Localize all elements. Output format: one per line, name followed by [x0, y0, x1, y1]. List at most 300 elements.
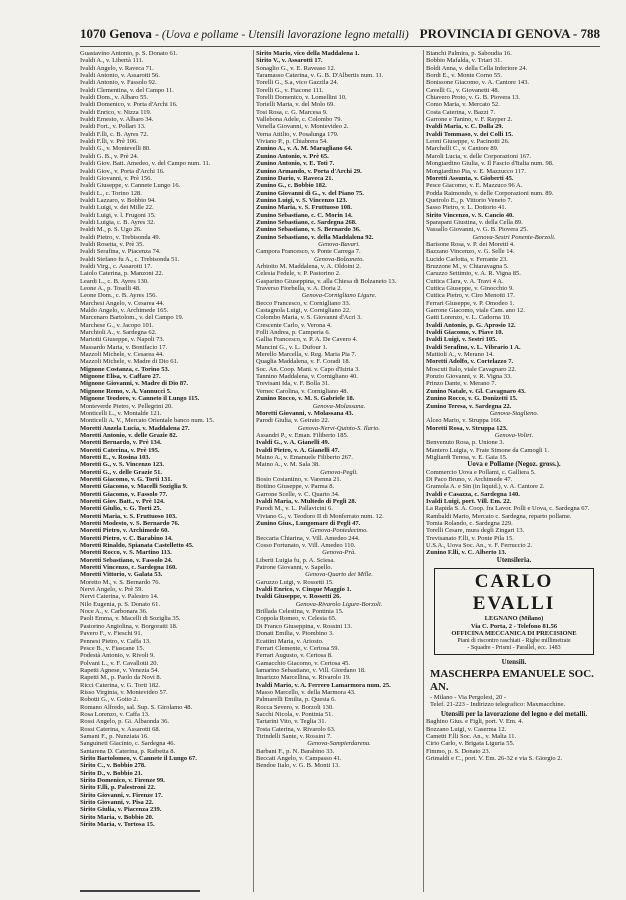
listing-entry: Arbioito M. Maddalena, v. A. Oldoini 2. — [256, 262, 361, 270]
listing-group — [256, 263, 422, 292]
listing-entry: Ivaldi Luigi, v. l. Frugoni 15. — [80, 211, 156, 219]
listing-entry: Ivaldi G., v. Montevelli 80. — [80, 145, 151, 153]
listing-entry: Massardo Maria, v. Bonifacio 17. — [80, 343, 168, 351]
listing-entry: Leone Dom., c. B. Ayres 156. — [80, 292, 158, 300]
listing-entry: Zunino Gius., Lungomare di Pegli 47. — [256, 520, 361, 527]
listing-entry: Monteverde Pietro, v. Pellegrini 20. — [80, 402, 173, 410]
listing-entry: Campora Francesco, v. Ponte Carrega 7. — [256, 248, 361, 256]
listing-entry: Pavero F., v. Fieschi 91. — [80, 630, 143, 638]
listing-entry: U.S.A., Uova Soc. An., v. F. Ferruccio 2. — [426, 542, 533, 550]
listing-entry: Grimaldi e C., port. V. Em. 26-32 e via S. Giorgio 2. — [426, 754, 563, 762]
listing-entry: Ivaldi F.lli, v. Prè 106. — [80, 138, 138, 146]
listing-entry: Ivaldi Stefano fu A., c. Trebisonda 51. — [80, 255, 180, 263]
listing-entry: Zunino Luigi, v. S. Vincenzo 123. — [256, 196, 348, 204]
listing-entry: Gamacchio Giacomo, v. Certosa 45. — [256, 659, 350, 667]
section-heading-utensileria: Utensileria. — [496, 556, 532, 564]
ad-company-name: CARLO EVALLI — [472, 571, 556, 615]
listing-entry: Mignone Remo, v. A. Vannucci 5. — [80, 387, 172, 395]
listing-entry: Ivaldi Maria, v. C. Dolla 29. — [426, 123, 504, 131]
listing-entry: Monticelli A. V., Mercato Orientale banco num. 15. — [80, 417, 215, 425]
section-heading: Genova-Sestri Ponente-Borzoli. — [472, 233, 556, 241]
listing-entry: Moretti Vittorio, v. Galata 53. — [80, 571, 163, 579]
listing-entry: Bendoe Italo, v. G. B. Monti 13. — [256, 762, 340, 770]
listing-entry: Ivaldi Antonio, v. Assarotti 56. — [80, 72, 160, 80]
listing-entry: Samani F., p. Nunziata 16. — [80, 732, 149, 740]
section-heading: Genova-Quarto dei Mille. — [305, 571, 373, 579]
listing-entry: Alceo Mario, v. Struppa 166. — [426, 417, 502, 425]
listing-entry: Mazzoli Michele, v. Madre di Dio 61. — [80, 358, 179, 366]
section-heading: Genova-Bolzaneto. — [313, 255, 364, 263]
listing-entry: Palmarelli Emilia, p. Questa 6. — [256, 696, 336, 704]
listing-entry: Rossi Caterina, v. Assarotti 68. — [80, 725, 161, 733]
section-heading: Genova-Molassana. — [312, 402, 366, 410]
advertisement-mascherpa — [430, 668, 598, 709]
listing-entry: La Rapida S. A. Coop. fra Lavor. Polli e Uova, c. Sardegna 67. — [426, 505, 590, 513]
listing-entry: Zunino F.lli, v. C. Alberto 13. — [426, 549, 507, 557]
listing-entry: Sirito Mario, vico della Maddalena 1. — [256, 50, 360, 57]
page-header — [80, 24, 600, 47]
page-footer-rule — [80, 890, 200, 896]
listing-entry: Ivaldi Giov., v. Porta d'Archi 16. — [80, 167, 165, 175]
listing-entry: Pastorino Angiolina, v. Borgoratti 18. — [80, 622, 178, 630]
listing-entry: Sirito Domenico, v. Firenze 99. — [80, 777, 165, 785]
listing-entry: Barisone Rosa, v. P. dei Moretti 4. — [426, 240, 515, 248]
listing-entry: Ivaldi Giacomo, v. Piave 10. — [426, 329, 504, 337]
listing-entry: Bruzzone M., v. Chiaravagna 5. — [426, 262, 509, 270]
listing-entry: Marchioli A., v. Sardegna 62. — [80, 329, 157, 337]
section-heading: Genova-Cornigliano Ligure. — [301, 292, 377, 300]
listing-entry: Como Maria, v. Mercato 52. — [426, 101, 500, 109]
listing-entry: Podda Raimondo, v. delle Corporazioni num. 89. — [426, 189, 554, 197]
listing-entry: Marcenaro Bartolom., v. del Campo 19. — [80, 314, 184, 322]
listing-entry: Ecattini Maria, v. Ariosto. — [256, 637, 324, 645]
listing-entry: Romano Alfredo, sal. Sup. S. Girolamo 48. — [80, 703, 193, 711]
listing-entry: Ivaldi Angelo, v. Raveca 71. — [80, 64, 154, 72]
listing-group — [256, 50, 422, 241]
listing-entry: Beccati Angelo, v. Campasso 41. — [256, 755, 342, 762]
listing-entry: Gallia Francesco, v. P. A. De Cavero 4. — [256, 336, 358, 344]
listing-entry: Maroli Lucia, v. delle Corporazioni 167. — [426, 152, 531, 160]
listing-entry: Ivaldi A., v. Libertà 111. — [80, 57, 144, 65]
listing-entry: Mazzoli Michele, v. Cesarea 44. — [80, 351, 164, 359]
listing-entry: Ivaldi Luigi, port. Vill. Em. 22. — [426, 497, 512, 505]
listing-entry: Moretti Vincenzo, c. Sardegna 160. — [80, 564, 177, 572]
listing-entry: Nilo Eugenia, p. S. Donato 61. — [80, 600, 160, 608]
listing-entry: Verna Attilio, v. Posalunga 179. — [256, 130, 339, 138]
listing-entry: Tirindelli Sante, v. Rossini 7. — [256, 732, 332, 740]
listing-entry: Pennesi Pietro, v. Caffa 13. — [80, 637, 151, 645]
listing-entry: Sirito F.lli, p. Palestroni 22. — [80, 784, 156, 792]
section-heading: Genova-Prà. — [322, 549, 356, 557]
listing-entry: Ferrari Clemente, v. Certosa 59. — [256, 644, 340, 652]
listing-entry: Rocca Severo, v. Borzoli 130. — [256, 703, 334, 711]
listing-entry: Ivaldi Antonio, v. Fassolo 92. — [80, 79, 157, 87]
listing-entry: Trevisani Ida, v. F. Bolla 31. — [256, 380, 330, 388]
listing-entry: Mantero Luigia, v. Frate Simone da Camogli 1. — [426, 446, 550, 454]
listing-entry: Tomia Rolando, c. Sardegna 229. — [426, 520, 513, 527]
listing-entry: Vallebona Adele, c. Colombo 79. — [256, 116, 343, 124]
listing-entry: Iamarino Sebastiano, v. Vill. Giordano 18. — [256, 666, 366, 674]
listing-entry: Sanguineti Giacinto, c. Sardegna 46. — [80, 740, 176, 748]
listing-entry: Moretti Sebastiano, v. Fassolo 24. — [80, 556, 173, 564]
listing-entry: Pesce B., v. Fiascane 15. — [80, 644, 145, 652]
ad-tagline: OFFICINA MECCANICA DI PRECISIONE — [451, 630, 577, 638]
listing-entry: Ivaldi Giovanni, v. Prè 156. — [80, 174, 152, 182]
listing-entry: Chiavero Proto, v. G. B. Piovera 13. — [426, 94, 520, 102]
ad-contact: Telef. 21-223 - Indirizzo telegrafico: Maxmacchine. — [430, 701, 566, 709]
listing-entry: Ivaldi e Casazza, c. Sardegna 140. — [426, 490, 520, 498]
listing-entry: Zunino Armando, v. Porta d'Archi 29. — [256, 167, 362, 175]
listing-entry: Cavelli G., v. Giovanetti 48. — [426, 86, 500, 94]
listing-entry: Moretti Bernardo, v. Prè 134. — [80, 439, 162, 447]
column-rule — [423, 50, 424, 892]
listing-entry: Santarena D. Caterina, p. Raibetta 8. — [80, 747, 176, 755]
listing-entry: Sirito Bartolomeo, v. Cannete il Lungo 67. — [80, 755, 197, 762]
listing-entry: Folli Andrea, p. Camperia 6. — [256, 329, 331, 337]
column-3 — [426, 50, 602, 895]
ad-products-text: - Squadre - Prismi - Parallel, ecc. — [467, 644, 548, 651]
listing-entry: Mignone Costanza, c. Torino 53. — [80, 365, 170, 373]
listing-entry: Ivaldi Enrico, v. Cinque Maggio 1. — [256, 586, 352, 594]
listing-entry: Sirito Maria, v. Bobbio 20. — [80, 813, 154, 821]
listing-entry: Laiolo Caterina, p. Manzoni 22. — [80, 270, 164, 278]
listing-entry: Ivaldi Luigia, c. B. Ayres 32. — [80, 218, 156, 226]
listing-entry: Cametti F.lli Soc. An., v. Malta 11. — [426, 732, 517, 740]
listing-entry: Liberti Luigia fu, p. A. Sciesa. — [256, 556, 335, 564]
listing-entry: Patrone Giovanni, v. Sapello. — [256, 564, 333, 572]
listing-entry: Ivaldi Serafina, v. Piacenza 74. — [80, 248, 161, 256]
listing-entry: Moretti Giacomo, v. G. Torti 131. — [80, 475, 173, 483]
listing-entry: Tosi Rosa, c. G. Marcesa 9. — [256, 108, 328, 116]
listing-entry: Ivaldi Dom., v. Albaro 55. — [80, 94, 149, 102]
listing-entry: Leone A., p. Toselli 48. — [80, 285, 141, 292]
listing-entry: Di Franco Giuseppina, v. Rossini 13. — [256, 622, 352, 630]
listing-entry: Ponzio Giovanni, v. R. Vigna 33. — [426, 373, 512, 381]
listing-entry: Ivaldi Lazzaro, v. Bobbio 94. — [80, 196, 156, 204]
listing-entry: Fimmo, p. S. Donato 23. — [426, 747, 491, 755]
listing-entry: Maldo Angelo, v. Archimede 165. — [80, 307, 169, 315]
listing-entry: Barbani F., p. N. Barabino 33. — [256, 747, 335, 755]
listing-entry: Zunino Rocco, v. G. Donizetti 15. — [426, 395, 518, 403]
listing-group — [426, 718, 602, 762]
listing-entry: Torelli G., S.a, vico Gazzila 24. — [256, 79, 339, 87]
header-city: Genova — [109, 26, 152, 41]
listing-entry: Maino A., v. Emanuele Filiberto 267. — [256, 453, 353, 461]
listing-entry: Moretti Giacomo, v. Macelli Soziglia 9. — [80, 483, 188, 491]
listing-entry: Leoni Giuseppe, v. Pacinotti 26. — [426, 138, 510, 146]
listing-entry: Viviano P., p. Chiabrera 54. — [256, 138, 328, 146]
listing-entry: Ivaldi L., c. Torino 128. — [80, 189, 142, 197]
listing-entry: Pesce Giacomo, v. E. Mazzuco 96 A. — [426, 182, 523, 190]
section-heading: Genova-Sampierdarena. — [307, 740, 371, 748]
listing-entry: Bazzano Vincenzo, v. G. Selle 14. — [426, 248, 515, 256]
listing-entry: Coppola Romeo, v. Celesia 65. — [256, 615, 337, 623]
listing-entry: Ivaldi Tommaso, v. dei Colli 15. — [426, 130, 514, 138]
listing-group — [256, 535, 422, 550]
listing-entry: Garrone Scelle, v. C. Quarto 34. — [256, 490, 340, 498]
listing-entry: Garrone e Tanino, v. F. Rayper 2. — [426, 116, 513, 124]
listing-entry: Moretti Rocco, v. S. Martino 113. — [80, 549, 172, 557]
listing-entry: Ivaldi Ernesto, v. Albaro 34. — [80, 116, 154, 124]
listing-entry: Zunino G., c. Bobbio 182. — [256, 182, 327, 190]
listing-entry: Benvenuto Rosa, p. Unione 3. — [426, 439, 505, 447]
listing-entry: Moretti Giacomo, v. Fassolo 77. — [80, 490, 168, 498]
listing-entry: Garrone Giacomo, viale Cam. ano 12. — [426, 307, 525, 315]
listing-entry: Sirito Maria, v. Tortosa 15. — [80, 821, 155, 829]
listing-entry: Moretti Pietro, v. Archimede 60. — [80, 527, 169, 535]
listing-entry: Sonaglio G., v. E. Raveaso 12. — [256, 64, 336, 72]
listing-entry: Sirito C., v. Bobbio 278. — [80, 762, 146, 770]
listing-entry: Ivaldi Serafino, v. L. Vibrario 1 A. — [426, 343, 521, 351]
listing-entry: Mignone Teodoro, v. Canneto il Lungo 115. — [80, 395, 200, 403]
listing-entry: Sirito Giovanni, v. Firenze 17. — [80, 791, 163, 799]
listing-entry: Parodi Giulia, v. Geirato 22. — [256, 417, 330, 425]
listing-entry: Mignone Elisa, v. Caffaro 27. — [80, 373, 161, 381]
listing-entry: Venella Giovanni, v. Montevideo 2. — [256, 123, 349, 131]
listing-entry: Rossi Angelo, p. Gi. Albaonda 36. — [80, 718, 170, 726]
listing-group — [426, 469, 602, 557]
listing-entry: Ivaldi Domenico, v. Porta d'Archi 16. — [80, 101, 178, 109]
listing-entry: Tartarini Vito, v. Teglia 31. — [256, 718, 327, 726]
listing-entry: Moretti G., v. delle Grazie 51. — [80, 468, 163, 476]
listing-group — [256, 579, 422, 601]
listing-entry: Ivaldi F.lli, c. B. Ayres 72. — [80, 130, 149, 138]
header-left — [80, 26, 409, 42]
listing-entry: Colombo Maria, v. S. Giovanni d'Acri 3. — [256, 314, 362, 322]
section-heading: Genova-Rivarolo Ligure-Borzoli. — [295, 600, 383, 608]
listing-entry: Nervi Caterina, v. Palestro 14. — [80, 593, 159, 601]
listing-entry: Mongiardino Pia, v. E. Mazzucco 117. — [426, 167, 526, 175]
listing-entry: Risso Virginia, v. Montevideo 57. — [80, 688, 168, 696]
page-number: 1070 — [80, 26, 106, 41]
header-section: - (Uova e pollame - Utensili lavorazione legno metalli) — [155, 29, 409, 41]
listing-entry: Castagnola Luigi, v. Cornigliano 22. — [256, 307, 351, 315]
ad-location: LEGNANO (Milano) — [484, 615, 544, 623]
listing-entry: Cuttica Giuseppe, v. Ginocchio 9. — [426, 285, 514, 292]
listing-entry: Viviano G., v. Teodoro II di Monferrato num. 12. — [256, 512, 384, 520]
column-2 — [256, 50, 422, 895]
ad-address: - Milano - Via Pergolesi, 20 - — [430, 693, 507, 701]
listing-entry: Masso Marcello, v. della Marmora 43. — [256, 688, 356, 696]
listing-entry: Costa Caterina, v. Bazzi 7. — [426, 108, 496, 116]
listing-entry: Zunino Natale, v. Gl. Cavagnaro 43. — [426, 387, 526, 395]
listing-entry: Baghino Gius. e Figli, port. V. Em. 4. — [426, 718, 524, 726]
listing-entry: Bianchi Palmira, p. Saboudia 16. — [426, 50, 512, 57]
listing-entry: Brillada Celestina, v. Pontinia 15. — [256, 608, 344, 616]
listing-entry: Ivaldi Pietro, v. A. Gianelli 47. — [256, 446, 340, 454]
listing-entry: Nervi Angelo, v. Prè 59. — [80, 586, 143, 594]
listing-entry: Zunino A., v. A. M. Maragliano 64. — [256, 145, 353, 153]
section-heading: Genova-Staglieno. — [489, 409, 539, 417]
listing-entry: Lucido Carlotta, v. Ferrante 23. — [426, 255, 508, 263]
listing-entry: Moretti Anzela Lucia, v. Maddalena 27. — [80, 424, 190, 432]
listing-entry: Ivaldi Maria, v. Multedo di Pegli 28. — [256, 497, 357, 505]
listing-entry: Torelli Domenico, v. Lomellini 10. — [256, 94, 347, 102]
listing-entry: Beccaria Chiarina, v. Vill. Amedeo 244. — [256, 534, 360, 542]
listing-entry: Zunino Sebastiano, c. Sardegna 268. — [256, 218, 357, 226]
column-1 — [80, 50, 252, 895]
listing-entry: Podestà Antonio, v. Rivoli 9. — [80, 652, 155, 660]
listing-entry: Migliardi Teresa, v. E. Gaia 15. — [426, 453, 508, 461]
listing-entry: Ferrari Giuseppe, v. P. Omodeo 1. — [426, 299, 515, 307]
listing-entry: Moretti Assunta, v. Gioberti 45. — [426, 174, 514, 182]
header-right — [420, 26, 600, 42]
listing-group — [256, 476, 422, 527]
listing-entry: Caruzzo Settimio, v. A. R. Vigna 85. — [426, 270, 521, 278]
listing-entry: Bonissone Giacomo, v. A. Cantore 143. — [426, 79, 530, 87]
ad-products-2 — [437, 645, 591, 652]
listing-entry: Sirito Giulia, v. Piacenza 239. — [80, 806, 162, 814]
listing-entry: Zunino Dario, v. Raveca 21. — [256, 174, 334, 182]
listing-entry: Zunino Sebastiano, c. C. Morin 14. — [256, 211, 353, 219]
listing-entry: Ferrari Augusto, v. Certosa 8. — [256, 652, 333, 660]
ad-company-name: MASCHERPA EMANUELE SOC. AN. — [430, 667, 594, 693]
listing-entry: Robotti G., v. Goito 2. — [80, 696, 139, 704]
listing-group — [256, 248, 422, 255]
listing-entry: Ivaldi Giuseppe, v. Cannete Lungo 16. — [80, 182, 181, 190]
listing-entry: Leardi L., c. B. Ayres 130. — [80, 277, 149, 285]
listing-group — [256, 432, 422, 469]
listing-entry: Ivaldi Virg., c. Assarotti 17. — [80, 262, 152, 270]
listing-entry: Vernec Carolina, v. Cornigliano 48. — [256, 387, 349, 395]
listing-entry: Ivaldi Luigi, v. Sestri 105. — [426, 336, 497, 344]
listing-entry: Ivaldi Giov. Batt. Amedeo, v. del Campo num. 11. — [80, 160, 211, 168]
listing-entry: Trevisanato F.lli, v. Ponte Pila 15. — [426, 534, 514, 542]
listing-group — [256, 557, 422, 572]
section-heading: Genova-Nervi-Quinto-S. Ilario. — [297, 424, 381, 432]
listing-group — [426, 417, 602, 432]
listing-entry: Cuttica Clara, v. A. Travi 4 A. — [426, 277, 504, 285]
listing-entry: Imarizzo Marcellina, v. Rivarolo 19. — [256, 674, 351, 682]
listing-entry: Moretti Giovanni, v. Molassana 43. — [256, 409, 354, 417]
listing-entry: Tosta Caterina, v. Rivarolo 63. — [256, 725, 336, 733]
section-heading: Genova-Pontedecimo. — [310, 527, 368, 535]
header-province: PROVINCIA DI GENOVA — [419, 26, 570, 41]
listing-entry: Monticelli L., v. Montalde 121. — [80, 409, 162, 417]
listing-entry: Torielli Maria, v. del Molo 69. — [256, 101, 335, 109]
listing-entry: Moretti Antonio, v. delle Grazie 82. — [80, 431, 178, 439]
listing-group — [256, 608, 422, 740]
listing-entry: Moretti Caterina, v. Prè 195. — [80, 446, 160, 454]
listing-entry: Polvani L., v. F. Cavallotti 20. — [80, 659, 159, 667]
ad-ref-number: 1483 — [548, 644, 561, 651]
listing-entry: Bosio Costantino, v. Varenna 21. — [256, 475, 342, 483]
listing-entry: Ivaldi Clementina, v. del Campo 11. — [80, 86, 174, 94]
section-heading-uova: Uova e Pollame (Negoz. gross.). — [467, 461, 561, 469]
listing-entry: Traverso Fiorbella, v. A. Doria 2. — [256, 285, 343, 292]
listing-entry: Tannino Maddalena, v. Cornigliano 40. — [256, 373, 358, 381]
listing-entry: Rapetti M., p. Paolo da Novi 8. — [80, 674, 162, 682]
listing-entry: Bobbio Mafalda, v. Triari 31. — [426, 57, 502, 65]
listing-entry: Torelli G., v. Fiacone 111. — [256, 86, 324, 94]
section-heading: Genova-Bavari. — [318, 240, 360, 248]
listing-entry: Ricci Caterina, v. G. Torti 182. — [80, 681, 161, 689]
listing-entry: Celesia Fedele, v. P. Pastorino 2. — [256, 270, 341, 278]
listing-entry: Moretto M., v. S. Bernardo 76. — [80, 578, 161, 586]
listing-entry: Bozzano Luigi, v. Caserma 12. — [426, 725, 507, 733]
listing-entry: Gatti Lorenzo, v. L. Cadorna 10. — [426, 314, 511, 322]
listing-entry: Zunino Sebastiano, v. della Maddalena 92. — [256, 233, 374, 241]
listing-entry: Marchese G., v. Jacopo 101. — [80, 321, 154, 329]
ad-products: Piani di riscontro raschiati - Righe millimetrate — [457, 637, 571, 644]
listing-entry: Paoli Emma, v. Macelli di Soziglia 35. — [80, 615, 181, 623]
listing-entry: Mongiardino Giulia, v. Il Fascio d'Italia num. 98. — [426, 160, 554, 168]
listing-entry: Moretti Maria, v. S. Fruttuoso 103. — [80, 512, 177, 520]
listing-entry: Mariotti Giuseppe, v. Napoli 73. — [80, 336, 165, 344]
listing-entry: Cosso Fortunato, v. Vill. Amedeo 110. — [256, 542, 356, 550]
listing-entry: Sirito Vincenzo, v. S. Cancio 40. — [426, 211, 514, 219]
listing-entry: Sirito Giovanni, v. Pisa 22. — [80, 799, 154, 807]
listing-group — [80, 50, 252, 828]
listing-entry: Moretti E., v. Rosina 103. — [80, 453, 151, 461]
listing-entry: Prinzo Dante, v. Merano 7. — [426, 380, 497, 388]
listing-entry: Sparapani Giustina, v. della Cella 89. — [426, 218, 523, 226]
listing-entry: Rapetti Agnese, v. Venezia 54. — [80, 666, 160, 674]
listing-entry: Boldi Anna, v. della Cella Inferiore 24. — [426, 64, 528, 72]
listing-entry: Queirolo E., p. Vittorio Veneto 7. — [426, 196, 513, 204]
listing-entry: Sirito V., v. Assarotti 17. — [256, 57, 323, 65]
listing-entry: Bottino Giuseppe, v. Parma 8. — [256, 483, 335, 491]
listing-entry: Merello Marcella, v. Reg. Maria Pia 7. — [256, 351, 357, 359]
listing-entry: Marchesi Angelo, v. Cesarea 44. — [80, 299, 165, 307]
listing-entry: Moretti Giov. Batt., v. Prè 124. — [80, 497, 165, 505]
listing-entry: Moretti G., v. S. Vincenzo 123. — [80, 461, 165, 469]
listing-entry: Sasso Pietro, v. L. Dottorio 41. — [426, 204, 507, 212]
listing-entry: Bordi E., v. Monte Corno 55. — [426, 72, 502, 80]
header-page: - 788 — [572, 26, 600, 41]
listing-entry: Torelli Cesare, mura degli Zingari 13. — [426, 527, 525, 535]
listing-entry: Mignone Giovanni, v. Madre di Dio 87. — [80, 380, 189, 388]
listing-entry: Cirio Carlo, v. Brigata Liguria 55. — [426, 740, 515, 748]
ad-address: Via C. Porta, 2 - Telefono 81.56 — [470, 622, 558, 630]
listing-group — [426, 50, 602, 234]
listing-entry: Gramola A. e Sin (in liquid.), v. A. Cantore 2. — [426, 483, 545, 491]
listing-entry: Noce A., v. Carbonara 36. — [80, 608, 148, 616]
listing-entry: Parodi M., v. L. Pallavicini 6. — [256, 505, 333, 513]
section-heading: Genova-Pegli. — [320, 468, 358, 476]
listing-entry: Moretti Rosa, v. Struppa 123. — [426, 424, 508, 432]
advertisement-carlo-evalli — [434, 568, 594, 655]
listing-entry: Zunino Maria, v. S. Fruttuoso 108. — [256, 204, 352, 212]
listing-entry: Sacchi Nicola, v. Pontinia 51. — [256, 710, 334, 718]
listing-entry: Moretti Pietro, v. C. Barabino 14. — [80, 534, 173, 542]
listing-entry: Commercio Uova e Pollami, c. Galliera 5. — [426, 468, 536, 476]
listing-entry: Moscuti Italo, viale Cavagnaro 22. — [426, 365, 517, 373]
listing-entry: Maino A., v. M. Sala 38. — [256, 461, 320, 469]
listing-entry: Ivaldi Enrico, v. Nizza 119. — [80, 108, 152, 116]
listing-entry: Ivaldi Fort., v. Pollari 13. — [80, 123, 146, 131]
section-heading: Genova-Voltri. — [494, 431, 534, 439]
listing-entry: Marchelli C., v. Cantore 89. — [426, 145, 499, 153]
listing-entry: Rosa Lorenzo, v. Caffa 13. — [80, 710, 150, 718]
listing-entry: Guastavino Antonio, p. S. Donato 61. — [80, 50, 178, 57]
section-heading-utensili: Utensili. — [501, 658, 527, 666]
listing-entry: Becco Francesco, v. Cornigliano 33. — [256, 299, 351, 307]
listing-entry: Ivaldi G., v. A. Gianelli 49. — [256, 439, 330, 447]
section-heading-lavorazione: Utensili per la lavorazione del legno e dei metalli. — [440, 710, 588, 718]
listing-entry: Ivaldi Antonio, p. G. Aprosio 12. — [426, 321, 516, 329]
column-rule — [253, 50, 254, 892]
listing-group — [256, 300, 422, 403]
listing-entry: Soc. An. Coop. Mani. v. Capo d'Istria 3. — [256, 365, 360, 373]
listing-entry: Crescente Carlo, v. Verona 4. — [256, 321, 332, 329]
listing-entry: Zunino Teresa, v. Sardegna 22. — [426, 402, 512, 410]
listing-entry: Garuzzo Luigi, v. Rossetti 15. — [256, 578, 334, 586]
listing-entry: Zunino Giovanni di G., v. del Piano 75. — [256, 189, 364, 197]
listing-group — [256, 410, 422, 425]
listing-entry: Ivaldi Giuseppe, v. Rossetti 26. — [256, 593, 342, 601]
listing-entry: Zunino Antonio, v. Prè 65. — [256, 152, 329, 160]
